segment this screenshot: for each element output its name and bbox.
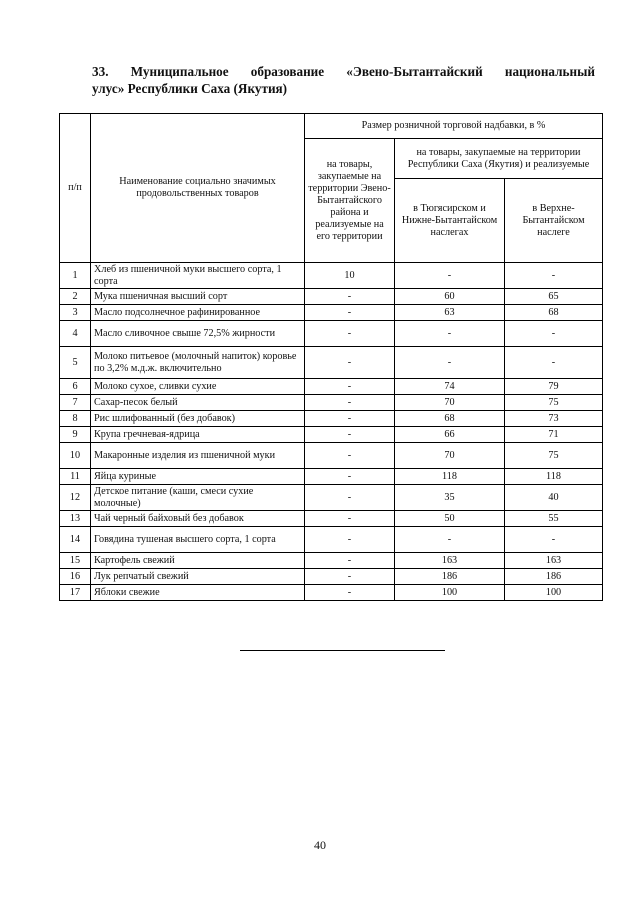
cell-local: - <box>305 411 395 427</box>
cell-tyugyasir: 50 <box>395 511 505 527</box>
cell-tyugyasir: 70 <box>395 443 505 469</box>
cell-tyugyasir: 186 <box>395 569 505 585</box>
cell-verkhne: 75 <box>505 443 603 469</box>
table-row <box>60 511 603 527</box>
cell-number: 1 <box>60 263 91 289</box>
cell-product-name: Макаронные изделия из пшеничной муки <box>91 443 305 469</box>
header-number: п/п <box>60 114 91 263</box>
table-row <box>60 305 603 321</box>
cell-number: 17 <box>60 585 91 601</box>
cell-verkhne: 73 <box>505 411 603 427</box>
cell-product-name: Яблоки свежие <box>91 585 305 601</box>
cell-product-name: Крупа гречневая-ядрица <box>91 427 305 443</box>
heading-line-2: улус» Республики Саха (Якутия) <box>92 81 288 96</box>
cell-product-name: Лук репчатый свежий <box>91 569 305 585</box>
cell-verkhne: 55 <box>505 511 603 527</box>
cell-tyugyasir: 35 <box>395 485 505 511</box>
cell-tyugyasir: 74 <box>395 379 505 395</box>
header-verkhne: в Верхне-Бытантайском наслеге <box>505 179 603 263</box>
table-row <box>60 427 603 443</box>
cell-number: 15 <box>60 553 91 569</box>
cell-verkhne: - <box>505 527 603 553</box>
heading-line-1 <box>92 63 595 80</box>
cell-tyugyasir: - <box>395 347 505 379</box>
cell-verkhne: 186 <box>505 569 603 585</box>
table-row <box>60 443 603 469</box>
cell-product-name: Картофель свежий <box>91 553 305 569</box>
cell-product-name: Яйца куриные <box>91 469 305 485</box>
header-local: на товары, закупаемые на территории Эвено-Бытантайского района и реализуемые на его территории <box>305 139 395 263</box>
section-heading <box>92 63 595 97</box>
footer-divider <box>240 650 445 651</box>
cell-number: 14 <box>60 527 91 553</box>
cell-number: 8 <box>60 411 91 427</box>
cell-tyugyasir: 66 <box>395 427 505 443</box>
cell-tyugyasir: 60 <box>395 289 505 305</box>
cell-verkhne: 79 <box>505 379 603 395</box>
cell-product-name: Детское питание (каши, смеси сухие молочные) <box>91 485 305 511</box>
cell-local: - <box>305 469 395 485</box>
header-republic: на товары, закупаемые на территории Республики Саха (Якутия) и реализуемые <box>395 139 603 179</box>
table-row <box>60 379 603 395</box>
cell-local: - <box>305 585 395 601</box>
cell-local: - <box>305 511 395 527</box>
table-row <box>60 569 603 585</box>
table-row <box>60 585 603 601</box>
heading-number: 33. <box>92 64 109 79</box>
table-row <box>60 263 603 289</box>
cell-verkhne: 71 <box>505 427 603 443</box>
table-row <box>60 411 603 427</box>
cell-verkhne: 40 <box>505 485 603 511</box>
table-row <box>60 289 603 305</box>
cell-local: - <box>305 443 395 469</box>
cell-local: - <box>305 527 395 553</box>
cell-local: - <box>305 347 395 379</box>
cell-verkhne: - <box>505 321 603 347</box>
cell-product-name: Рис шлифованный (без добавок) <box>91 411 305 427</box>
cell-tyugyasir: 70 <box>395 395 505 411</box>
cell-number: 13 <box>60 511 91 527</box>
page-number: 40 <box>314 838 326 852</box>
cell-local: - <box>305 553 395 569</box>
cell-tyugyasir: 100 <box>395 585 505 601</box>
table-row <box>60 553 603 569</box>
cell-number: 11 <box>60 469 91 485</box>
markup-table <box>59 113 603 601</box>
cell-product-name: Говядина тушеная высшего сорта, 1 сорта <box>91 527 305 553</box>
table-row <box>60 395 603 411</box>
cell-tyugyasir: - <box>395 263 505 289</box>
cell-product-name: Мука пшеничная высший сорт <box>91 289 305 305</box>
cell-verkhne: - <box>505 347 603 379</box>
cell-product-name: Масло подсолнечное рафинированное <box>91 305 305 321</box>
table-row <box>60 485 603 511</box>
cell-local: - <box>305 289 395 305</box>
cell-number: 9 <box>60 427 91 443</box>
cell-local: - <box>305 305 395 321</box>
table-row <box>60 321 603 347</box>
header-markup: Размер розничной торговой надбавки, в % <box>305 114 603 139</box>
table-row <box>60 527 603 553</box>
cell-local: - <box>305 321 395 347</box>
cell-tyugyasir: - <box>395 321 505 347</box>
cell-product-name: Хлеб из пшеничной муки высшего сорта, 1 сорта <box>91 263 305 289</box>
cell-local: - <box>305 427 395 443</box>
heading-word-4: национальный <box>504 64 595 79</box>
heading-word-3: «Эвено-Бытантайский <box>346 64 483 79</box>
cell-number: 4 <box>60 321 91 347</box>
heading-word-1: Муниципальное <box>130 64 229 79</box>
cell-tyugyasir: 118 <box>395 469 505 485</box>
header-product-name: Наименование социально значимых продовольственных товаров <box>91 114 305 263</box>
heading-word-2: образование <box>250 64 325 79</box>
cell-verkhne: - <box>505 263 603 289</box>
cell-tyugyasir: 63 <box>395 305 505 321</box>
table-body <box>60 263 603 601</box>
cell-verkhne: 68 <box>505 305 603 321</box>
cell-tyugyasir: - <box>395 527 505 553</box>
cell-local: 10 <box>305 263 395 289</box>
table-row <box>60 469 603 485</box>
cell-verkhne: 163 <box>505 553 603 569</box>
cell-local: - <box>305 485 395 511</box>
cell-verkhne: 100 <box>505 585 603 601</box>
cell-number: 10 <box>60 443 91 469</box>
cell-verkhne: 65 <box>505 289 603 305</box>
cell-number: 3 <box>60 305 91 321</box>
cell-number: 7 <box>60 395 91 411</box>
cell-product-name: Молоко сухое, сливки сухие <box>91 379 305 395</box>
cell-product-name: Чай черный байховый без добавок <box>91 511 305 527</box>
cell-tyugyasir: 163 <box>395 553 505 569</box>
cell-number: 2 <box>60 289 91 305</box>
cell-verkhne: 118 <box>505 469 603 485</box>
cell-number: 6 <box>60 379 91 395</box>
cell-verkhne: 75 <box>505 395 603 411</box>
cell-local: - <box>305 379 395 395</box>
cell-local: - <box>305 395 395 411</box>
cell-local: - <box>305 569 395 585</box>
cell-tyugyasir: 68 <box>395 411 505 427</box>
cell-number: 16 <box>60 569 91 585</box>
header-tyugyasir: в Тюгясирском и Нижне-Бытантайском наслегах <box>395 179 505 263</box>
cell-product-name: Масло сливочное свыше 72,5% жирности <box>91 321 305 347</box>
cell-number: 12 <box>60 485 91 511</box>
cell-product-name: Сахар-песок белый <box>91 395 305 411</box>
cell-number: 5 <box>60 347 91 379</box>
cell-product-name: Молоко питьевое (молочный напиток) коровье по 3,2% м.д.ж. включительно <box>91 347 305 379</box>
table-row <box>60 347 603 379</box>
